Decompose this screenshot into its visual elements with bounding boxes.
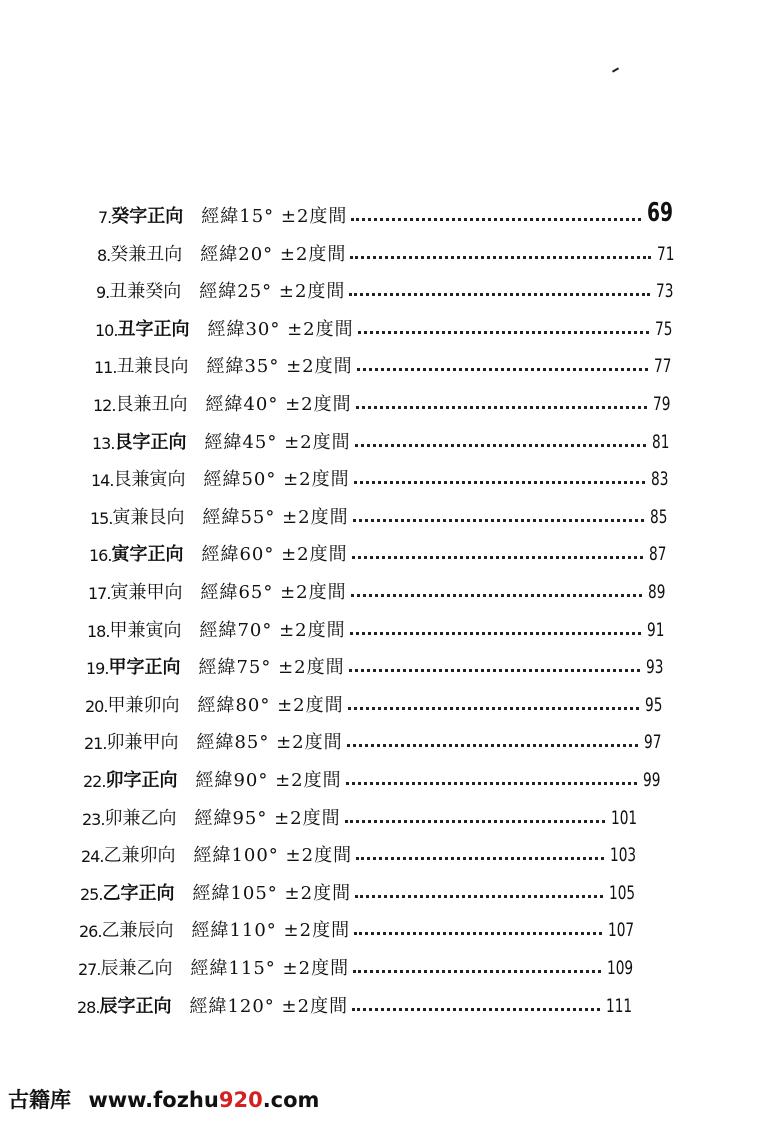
toc-entry — [97, 228, 679, 264]
toc-entry-page: 93 — [646, 656, 664, 679]
toc-entry — [81, 829, 643, 865]
toc-entry-page: 73 — [656, 280, 674, 303]
toc-entry-page: 97 — [644, 731, 662, 754]
toc-entry-degree: 經緯85° ±2度間 — [196, 732, 343, 754]
toc-entry-direction: 辰字正向 — [99, 995, 172, 1017]
toc-entry-page: 79 — [653, 393, 671, 415]
toc-entry-page: 101 — [611, 806, 638, 829]
toc-entry-direction: 卯兼乙向 — [104, 807, 177, 829]
toc-entry-page: 109 — [607, 957, 634, 979]
toc-entry-number: 7. — [98, 208, 112, 227]
toc-entry-number: 20. — [85, 696, 108, 716]
toc-entry — [92, 416, 674, 452]
toc-entry-page: 87 — [649, 543, 667, 566]
dot-leader — [346, 782, 638, 785]
toc-entry — [85, 679, 667, 715]
watermark — [8, 1084, 319, 1114]
toc-entry-direction: 丑兼癸向 — [109, 281, 182, 303]
toc-entry-direction: 乙字正向 — [102, 882, 175, 904]
dot-leader — [350, 256, 651, 259]
toc-entry-number: 19. — [86, 659, 109, 679]
toc-entry-number: 25. — [80, 884, 103, 904]
dot-leader — [357, 368, 649, 371]
toc-entry — [90, 491, 672, 527]
toc-entry-number: 22. — [83, 772, 106, 791]
toc-entry — [80, 867, 642, 903]
toc-entry-page: 77 — [654, 355, 672, 378]
toc-entry-number: 16. — [89, 546, 112, 566]
toc-entry-direction: 卯兼甲向 — [106, 732, 179, 754]
toc-entry-number: 17. — [88, 584, 111, 603]
toc-entry-page: 105 — [609, 881, 636, 904]
dot-leader — [355, 895, 603, 898]
toc-entry-degree: 經緯65° ±2度間 — [200, 582, 347, 603]
toc-entry-direction: 寅兼艮向 — [112, 506, 185, 528]
toc-entry — [83, 754, 665, 790]
toc-entry-number: 15. — [90, 508, 113, 528]
toc-entry-direction: 寅字正向 — [111, 544, 184, 566]
toc-entry-number: 13. — [92, 433, 115, 453]
dot-leader — [356, 857, 604, 860]
dot-leader — [345, 820, 606, 823]
toc-entry-degree: 經緯20° ±2度間 — [200, 243, 347, 265]
dot-leader — [354, 481, 646, 484]
toc-entry-direction: 癸兼丑向 — [110, 243, 183, 265]
toc-entry-degree: 經緯80° ±2度間 — [197, 694, 344, 716]
toc-entry-number: 14. — [91, 471, 114, 491]
toc-entry-number: 11. — [94, 358, 117, 378]
dot-leader — [350, 632, 642, 635]
toc-entry-page: 99 — [643, 769, 661, 791]
toc-entry-degree: 經緯35° ±2度間 — [206, 356, 353, 378]
toc-entry — [86, 641, 668, 677]
toc-entry-page: 81 — [652, 430, 670, 453]
toc-entry-degree: 經緯110° ±2度間 — [191, 920, 351, 942]
toc-entry-direction: 艮兼寅向 — [113, 469, 186, 491]
toc-entry — [95, 303, 677, 339]
toc-entry-number: 27. — [78, 960, 101, 979]
toc-entry — [98, 190, 680, 226]
toc-entry-degree: 經緯60° ±2度間 — [201, 544, 348, 566]
toc-entry-direction: 艮兼丑向 — [115, 394, 188, 415]
toc-entry-page: 107 — [608, 919, 635, 942]
toc-entry-degree: 經緯75° ±2度間 — [198, 657, 345, 679]
toc-entry-number: 26. — [79, 922, 102, 942]
dot-leader — [356, 406, 648, 409]
toc-entry — [96, 265, 678, 301]
toc-entry-degree: 經緯45° ±2度間 — [204, 431, 351, 453]
toc-entry-direction: 乙兼卯向 — [103, 845, 176, 867]
toc-entry — [94, 340, 676, 376]
dot-leader — [351, 218, 641, 221]
toc-entry-number: 8. — [97, 245, 111, 265]
toc-entry-page: 95 — [645, 693, 663, 716]
watermark-url-number: 920 — [218, 1088, 263, 1112]
toc-entry-degree: 經緯105° ±2度間 — [192, 882, 352, 904]
toc-entry — [77, 980, 639, 1016]
toc-entry-number: 10. — [95, 320, 118, 340]
toc-entry-page: 111 — [606, 994, 633, 1017]
dot-leader — [352, 556, 644, 559]
watermark-url-prefix: www.fozhu — [88, 1088, 219, 1112]
toc-entry — [88, 566, 670, 602]
toc-entry-degree: 經緯55° ±2度間 — [202, 506, 349, 528]
toc-entry-degree: 經緯30° ±2度間 — [207, 318, 354, 340]
toc-entry — [91, 453, 673, 489]
toc-entry-direction: 丑字正向 — [117, 318, 190, 340]
toc-entry-degree: 經緯95° ±2度間 — [194, 807, 341, 829]
toc-entry-number: 24. — [81, 847, 104, 867]
toc-entry-degree: 經緯50° ±2度間 — [203, 469, 350, 491]
toc-entry-page: 71 — [657, 242, 675, 265]
dot-leader — [347, 744, 639, 747]
toc-entry-direction: 辰兼乙向 — [100, 958, 173, 979]
toc-entry-degree: 經緯90° ±2度間 — [195, 770, 342, 791]
toc-entry-direction: 丑兼艮向 — [116, 356, 189, 378]
toc-entry-page: 91 — [647, 618, 665, 641]
toc-entry-degree: 經緯115° ±2度間 — [190, 958, 350, 979]
toc-entry — [84, 716, 666, 752]
toc-entry-degree: 經緯100° ±2度間 — [193, 845, 353, 867]
toc-entry-number: 28. — [77, 997, 100, 1017]
toc-entry-number: 12. — [93, 396, 116, 415]
toc-entry-direction: 卯字正向 — [105, 770, 178, 791]
toc-entry-degree: 經緯15° ±2度間 — [201, 206, 348, 227]
dot-leader — [352, 1008, 600, 1011]
toc-entry — [87, 604, 669, 640]
toc-entry-direction: 乙兼辰向 — [101, 920, 174, 942]
toc-entry — [79, 904, 641, 940]
toc-entry-degree: 經緯40° ±2度間 — [205, 394, 352, 415]
toc-entry-page: 89 — [648, 581, 666, 603]
dot-leader — [358, 331, 650, 334]
dot-leader — [355, 444, 647, 447]
dot-leader — [354, 932, 602, 935]
toc-entry-number: 21. — [84, 734, 107, 754]
toc-entry-degree: 經緯70° ±2度間 — [199, 619, 346, 641]
toc-entry-page: 75 — [655, 317, 673, 340]
toc-entry-page: 69 — [647, 198, 674, 228]
dot-leader — [349, 293, 650, 296]
toc-entry-degree: 經緯25° ±2度間 — [199, 281, 346, 303]
dot-leader — [351, 594, 643, 597]
toc-entry-page: 103 — [610, 844, 637, 867]
dot-leader — [349, 669, 641, 672]
toc-entry-direction: 癸字正向 — [111, 206, 184, 227]
toc-entry-degree: 經緯120° ±2度間 — [189, 995, 349, 1017]
dot-leader — [353, 970, 601, 973]
toc-entry-direction: 寅兼甲向 — [110, 582, 183, 603]
toc-entry-direction: 甲字正向 — [108, 657, 181, 679]
watermark-url-suffix: .com — [262, 1088, 320, 1112]
dot-leader — [348, 707, 640, 710]
toc-entry-direction: 艮字正向 — [114, 431, 187, 453]
toc-entry — [78, 942, 640, 978]
toc-entry-number: 9. — [96, 283, 110, 303]
toc-entry — [82, 792, 644, 828]
toc-entry-direction: 甲兼寅向 — [109, 619, 182, 641]
toc-entry — [93, 378, 675, 414]
toc-entry-direction: 甲兼卯向 — [107, 694, 180, 716]
toc-entry — [89, 528, 671, 564]
toc-entry-page: 85 — [650, 505, 668, 528]
watermark-brand: 古籍库 — [8, 1088, 71, 1112]
toc-entry-page: 83 — [651, 468, 669, 491]
dot-leader — [353, 519, 645, 522]
toc-entry-number: 23. — [82, 809, 105, 829]
toc-entry-number: 18. — [87, 621, 110, 641]
